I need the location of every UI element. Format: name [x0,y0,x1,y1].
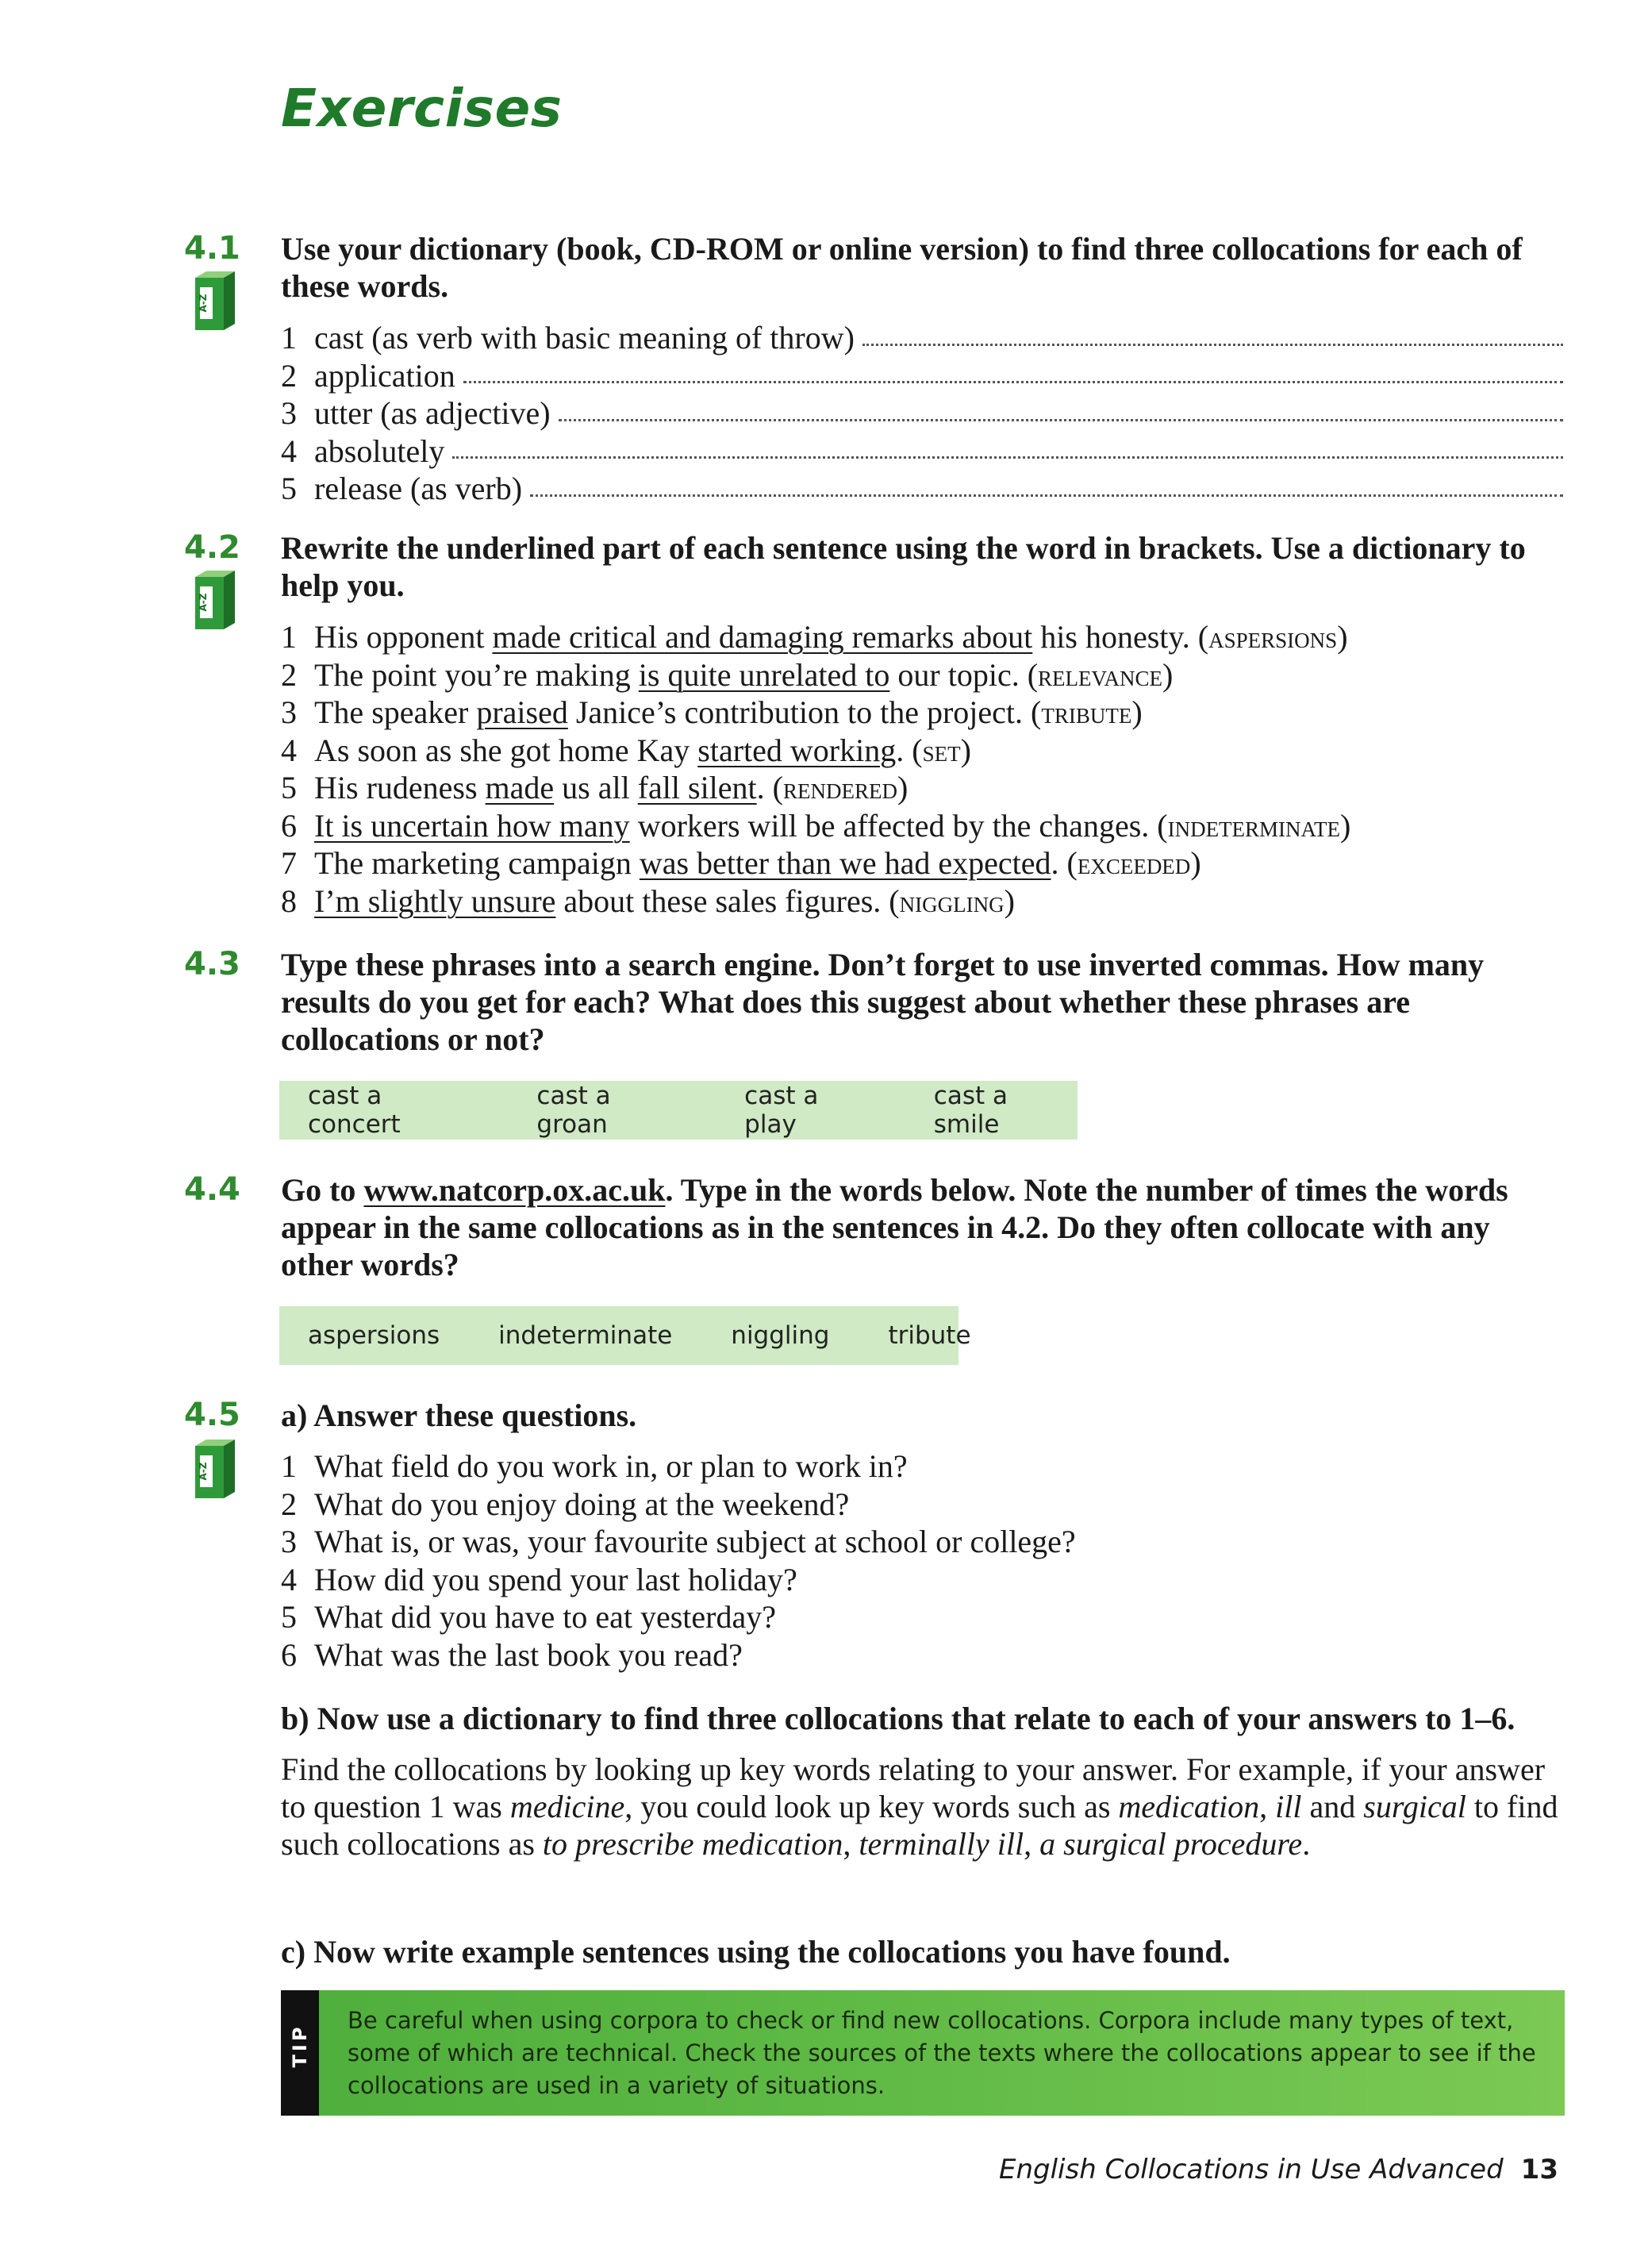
para-example: surgical [1363,1789,1466,1824]
list-item [281,1636,1566,1674]
search-phrase: cast a concert [308,1082,401,1139]
sentence-text: ) [1190,845,1201,881]
item-number: 5 [281,770,297,805]
sentence-text: The speaker [314,694,477,730]
sentence-text: As soon as she got home Kay [314,732,698,768]
corpus-word-box [279,1306,971,1365]
item-sentence [314,656,1173,694]
exercise-number: 4.2 [184,529,240,566]
page-title: Exercises [281,78,563,139]
list-item [281,807,1566,845]
item-number: 6 [281,807,297,844]
corpus-word: niggling [731,1321,830,1350]
item-text: cast (as verb with basic meaning of throw) [314,320,855,356]
item-number: 1 [281,619,297,655]
icon-label: A-Z [198,1462,209,1481]
dictionary-book-icon [190,1438,236,1500]
para-text: , you could look up key words such as [624,1789,1119,1824]
underlined-phrase: praised [476,694,568,730]
list-item [281,1561,1566,1599]
underlined-phrase: started working [697,732,897,768]
question-list [281,1447,1566,1674]
sentence-text: ) [1162,656,1174,693]
answer-line[interactable] [559,394,1563,421]
rewrite-sentence-list [281,618,1566,920]
search-phrase: cast a groan [536,1082,611,1139]
book-title: English Collocations in Use Advanced [999,2154,1504,2185]
sentence-text: ) [1131,694,1143,730]
question-text: How did you spend your last holiday? [314,1561,797,1597]
list-item [281,319,1566,357]
list-item [281,394,1566,432]
exercise-number: 4.4 [184,1171,240,1208]
para-example: terminally ill [859,1826,1024,1862]
list-item [281,732,1566,770]
part-a-heading: a) Answer these questions. [281,1397,637,1433]
list-item [281,432,1566,471]
para-text: . [1302,1826,1311,1862]
exercise-number: 4.5 [184,1397,240,1433]
sentence-text: The point you’re making [314,656,639,693]
answer-line[interactable] [530,470,1563,497]
tip-label: TIP [289,2024,311,2068]
list-item [281,882,1566,921]
sentence-text: ) [1004,882,1015,919]
item-number: 2 [281,357,297,394]
list-item [281,357,1566,395]
list-item [281,618,1566,656]
item-number: 1 [281,1448,297,1484]
search-phrase-box [279,1081,1078,1140]
icon-label: A-Z [198,593,209,612]
list-item [281,470,1566,508]
part-c-heading: c) Now write example sentences using the collocations you have found. [281,1934,1231,1970]
dictionary-book-icon [190,569,236,631]
underlined-phrase: is quite unrelated to [638,656,890,693]
corpus-word: indeterminate [498,1321,673,1350]
search-phrase: cast a play [744,1082,819,1139]
bracket-keyword: niggling [899,885,1005,919]
sentence-text: about these sales figures. ( [555,882,900,919]
sentence-text: The marketing campaign [314,845,640,881]
instruction-text: . Type in the words below. Note the number of times the words appear in the same collocations as in the sentences in 4.2. Do they often collocate with any other words? [281,1172,1508,1282]
tip-text: Be careful when using corpora to check or find new collocations. Corpora include many types of text, some of which are technical. Check the sources of the texts where the collocations appear to see if the collocations are used in a variety of situations. [348,2007,1536,2099]
sentence-text: ) [897,770,909,805]
question-text: What did you have to eat yesterday? [314,1599,776,1635]
list-item [281,1447,1566,1486]
part-b-explanation [281,1751,1566,1862]
item-number: 5 [281,471,297,506]
para-text: , [1259,1789,1276,1824]
underlined-phrase: It is uncertain how many [314,807,630,844]
corpus-link[interactable]: www.natcorp.ox.ac.uk [363,1172,666,1208]
item-text: release (as verb) [314,471,523,506]
item-text: utter (as adjective) [314,395,551,431]
page-footer [999,2154,1558,2185]
item-sentence [314,807,1350,845]
item-sentence [314,844,1201,882]
item-number: 1 [281,320,297,356]
item-sentence [314,732,971,770]
dictionary-book-icon [190,270,236,332]
item-number: 2 [281,656,297,693]
item-text: application [314,357,455,394]
item-number: 4 [281,732,297,768]
answer-line[interactable] [463,357,1563,384]
bracket-keyword: rendered [783,772,897,805]
item-number: 6 [281,1636,297,1673]
item-number: 7 [281,845,297,881]
item-sentence [314,769,908,807]
question-text: What was the last book you read? [314,1636,743,1673]
corpus-word: aspersions [308,1321,440,1350]
item-number: 5 [281,1599,297,1635]
item-text: absolutely [314,432,445,469]
para-text: , [843,1826,859,1862]
item-sentence [314,882,1015,921]
bracket-keyword: set [922,734,961,768]
para-text: to find such collocations as [281,1789,1558,1862]
list-item [281,1598,1566,1636]
list-item [281,1486,1566,1524]
sentence-text: workers will be affected by the changes. ( [629,807,1168,844]
item-number: 4 [281,432,297,469]
list-item [281,694,1566,732]
sentence-text: his honesty. ( [1032,619,1209,655]
bracket-keyword: tribute [1041,697,1132,730]
exercise-instruction: Type these phrases into a search engine. Don’t forget to use inverted commas. How many results do you get for each? What does this suggest about whether these phrases are collocations or not? [281,947,1485,1057]
underlined-phrase: I’m slightly unsure [314,882,556,919]
para-text: Find the collocations by looking up key words relating to your answer. For example, if your answer to question 1 was [281,1751,1546,1824]
sentence-text: ) [1337,619,1348,655]
question-text: What field do you work in, or plan to work in? [314,1448,908,1484]
exercise-instruction [281,1171,1566,1283]
list-item [281,656,1566,694]
instruction-text: Go to [281,1172,364,1208]
para-example: medication [1118,1789,1260,1824]
question-text: What do you enjoy doing at the weekend? [314,1486,850,1522]
answer-line[interactable] [862,319,1563,346]
tip-label-bar [281,1990,319,2116]
item-number: 2 [281,1486,297,1522]
question-text: What is, or was, your favourite subject at school or college? [314,1524,1076,1559]
underlined-phrase: fall silent [637,770,757,805]
list-item [281,844,1566,882]
item-number: 8 [281,882,297,919]
para-text: and [1301,1789,1364,1824]
sentence-text: . ( [756,770,783,805]
sentence-text: . ( [896,732,923,768]
item-number: 3 [281,694,297,730]
list-item [281,769,1566,807]
page-number: 13 [1520,2154,1558,2185]
part-b-heading: b) Now use a dictionary to find three collocations that relate to each of your answers to 1–6. [281,1701,1516,1736]
sentence-text: . ( [1051,845,1078,881]
sentence-text: Janice’s contribution to the project. ( [567,694,1042,730]
item-sentence [314,694,1143,732]
para-text: , [1024,1826,1040,1862]
search-phrase: cast a smile [933,1082,1008,1139]
sentence-text: ) [960,732,971,768]
para-example: medicine [509,1789,625,1824]
sentence-text: ) [1340,807,1351,844]
bracket-keyword: exceeded [1077,848,1191,881]
exercise-instruction: Rewrite the underlined part of each sentence using the word in brackets. Use a dictionary to help you. [281,530,1526,603]
corpus-word: tribute [888,1321,971,1350]
exercise-number: 4.3 [184,946,240,982]
list-item [281,1523,1566,1561]
bracket-keyword: aspersions [1208,621,1338,655]
item-number: 3 [281,1524,297,1559]
answer-line[interactable] [452,432,1563,459]
bracket-keyword: relevance [1038,659,1163,693]
sentence-text: His opponent [314,619,493,655]
item-number: 4 [281,1561,297,1597]
tip-box [281,1990,1565,2116]
para-example: a surgical procedure [1039,1826,1303,1862]
icon-label: A-Z [198,294,209,313]
item-sentence [314,618,1348,656]
sentence-text: His rudeness [314,770,486,805]
exercise-number: 4.1 [184,230,240,267]
sentence-text: our topic. ( [889,656,1039,693]
para-example: ill [1275,1789,1302,1824]
sentence-text: us all [554,770,638,805]
bracket-keyword: indeterminate [1167,809,1341,844]
exercise-instruction: Use your dictionary (book, CD-ROM or online version) to find three collocations for each of these words. [281,231,1523,304]
collocation-word-list [281,319,1566,508]
underlined-phrase: made [485,770,555,805]
item-number: 3 [281,395,297,431]
underlined-phrase: made critical and damaging remarks about [492,619,1033,655]
para-example: to prescribe medication [542,1826,843,1862]
underlined-phrase: was better than we had expected [639,845,1051,881]
